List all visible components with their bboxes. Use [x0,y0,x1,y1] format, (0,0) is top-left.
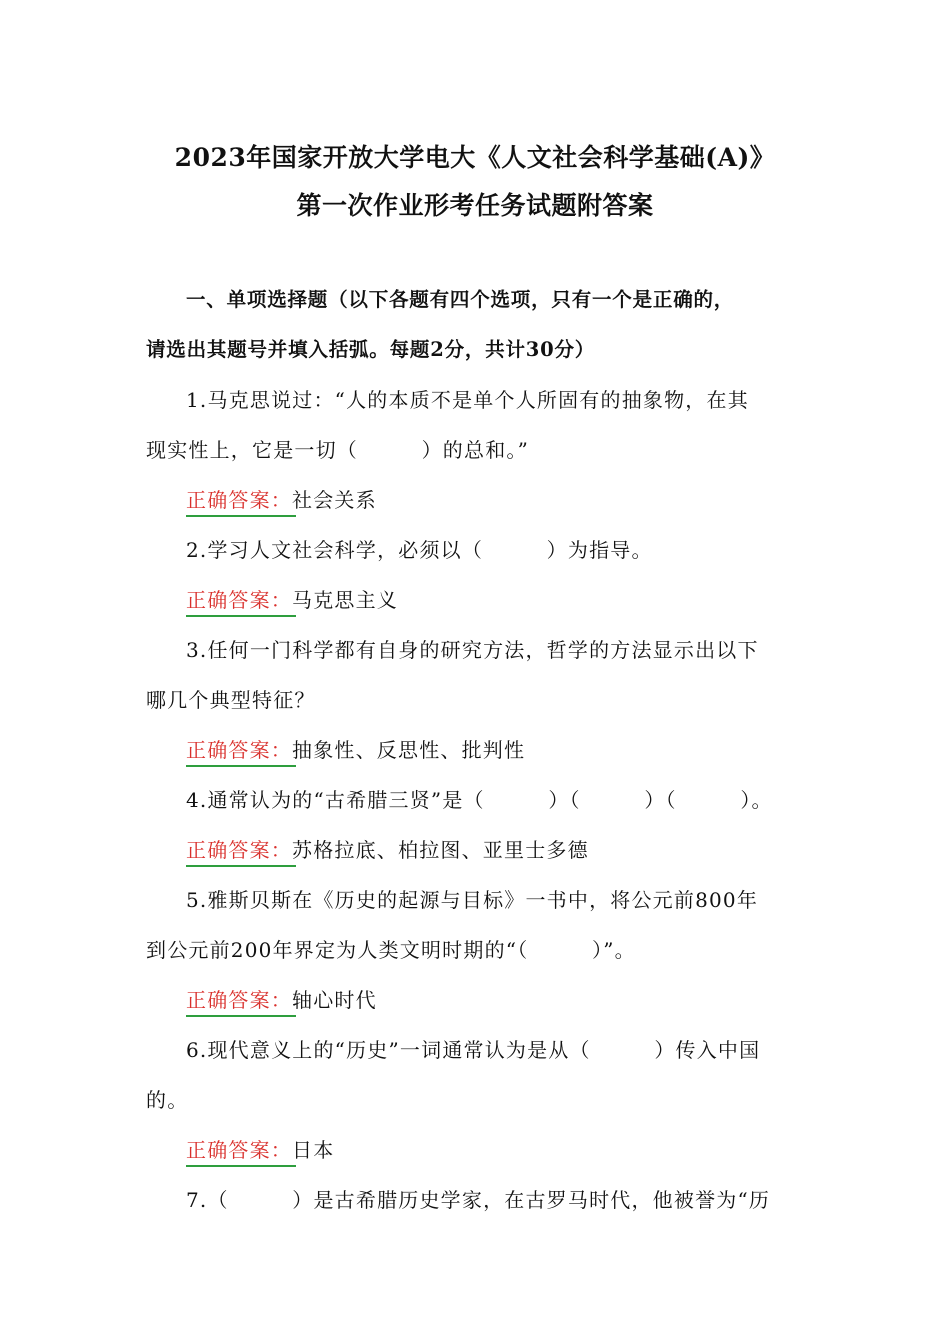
answer-label: 正确答案： [186,1135,292,1165]
answer-text: 日本 [292,1138,335,1162]
section-heading-line-1: 一、单项选择题（以下各题有四个选项，只有一个是正确的， [186,288,735,311]
question-5-answer [186,985,377,1015]
question-3-answer [186,735,525,765]
answer-label: 正确答案： [186,985,292,1015]
question-1-answer [186,485,377,515]
question-6-line-2: 的。 [146,1088,189,1112]
question-6-answer [186,1135,334,1165]
document-title-line-1: 2023年国家开放大学电大《人文社会科学基础(A)》 [174,143,776,172]
question-3-line-1: 3.任何一门科学都有自身的研究方法，哲学的方法显示出以下 [186,638,759,662]
question-6-line-1: 6.现代意义上的“历史”一词通常认为是从（ ）传入中国 [186,1038,761,1062]
section-heading-line-2: 请选出其题号并填入括弧。每题2分，共计30分） [146,338,596,361]
question-4-line-1: 4.通常认为的“古希腊三贤”是（ ）（ ）（ ）。 [186,788,773,812]
answer-label: 正确答案： [186,485,292,515]
question-4-answer [186,835,589,865]
question-5-line-1: 5.雅斯贝斯在《历史的起源与目标》一书中，将公元前800年 [186,888,759,912]
question-7-line-1: 7.（ ）是古希腊历史学家，在古罗马时代，他被誉为“历 [186,1188,771,1212]
answer-label: 正确答案： [186,585,292,615]
answer-label: 正确答案： [186,835,292,865]
answer-text: 苏格拉底、柏拉图、亚里士多德 [292,838,589,862]
question-3-line-2: 哪几个典型特征？ [146,688,316,712]
answer-text: 社会关系 [292,488,377,512]
question-1-line-2: 现实性上，它是一切（ ）的总和。” [146,438,530,462]
question-2-line-1: 2.学习人文社会科学，必须以（ ）为指导。 [186,538,653,562]
answer-text: 马克思主义 [292,588,398,612]
document-title-line-2: 第一次作业形考任务试题附答案 [296,191,654,220]
question-5-line-2: 到公元前200年界定为人类文明时期的“（ ）”。 [146,938,636,962]
answer-label: 正确答案： [186,735,292,765]
answer-text: 抽象性、反思性、批判性 [292,738,526,762]
question-2-answer [186,585,398,615]
question-1-line-1: 1.马克思说过：“人的本质不是单个人所固有的抽象物，在其 [186,388,749,412]
answer-text: 轴心时代 [292,988,377,1012]
